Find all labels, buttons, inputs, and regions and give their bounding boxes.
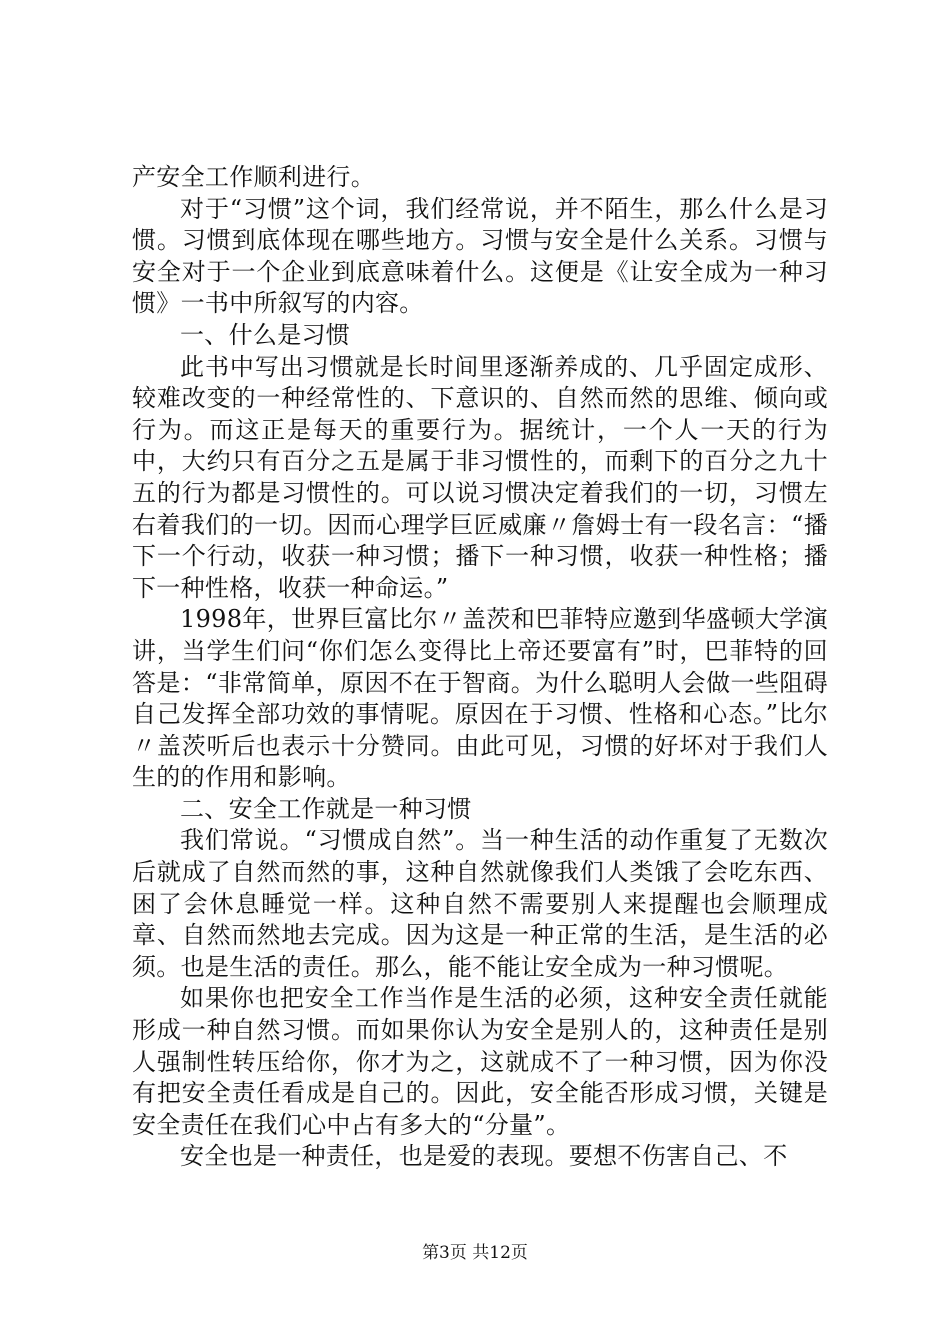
section-heading: 二、安全工作就是一种习惯 xyxy=(180,794,472,823)
paragraph: 如果你也把安全工作当作是生活的必须，这种安全责任就能形成一种自然习惯。而如果你认为安全是别人的，这种责任是别人强制性转压给你，你才为之，这就成不了一种习惯，因为你没有把安全责任看成是自己的。因此，安全能否形成习惯，关键是安全责任在我们心中占有多大的“分量”。 xyxy=(132,984,828,1139)
paragraph: 此书中写出习惯就是长时间里逐渐养成的、几乎固定成形、较难改变的一种经常性的、下意识的、自然而然的思维、倾向或行为。而这正是每天的重要行为。据统计，一个人一天的行为中，大约只有百分之五是属于非习惯性的，而剩下的百分之九十五的行为都是习惯性的。可以说习惯决定着我们的一切，习惯左右着我们的一切。因而心理学巨匠威廉〃詹姆士有一段名言：“播下一个行动，收获一种习惯；播下一种习惯，收获一种性格；播下一种性格，收获一种命运。” xyxy=(132,352,828,602)
document-body xyxy=(132,162,828,1173)
page-number-footer: 第3页 共12页 xyxy=(422,1243,528,1263)
paragraph-continuation: 产安全工作顺利进行。 xyxy=(132,163,375,191)
section-heading: 一、什么是习惯 xyxy=(180,320,351,349)
paragraph: 对于“习惯”这个词，我们经常说，并不陌生，那么什么是习惯。习惯到底体现在哪些地方。习惯与安全是什么关系。习惯与安全对于一个企业到底意味着什么。这便是《让安全成为一种习惯》一书中所叙写的内容。 xyxy=(132,194,828,318)
paragraph: 安全也是一种责任，也是爱的表现。要想不伤害自己、不 xyxy=(180,1142,788,1171)
paragraph: 我们常说。“习惯成自然”。当一种生活的动作重复了无数次后就成了自然而然的事，这种自然就像我们人类饿了会吃东西、困了会休息睡觉一样。这种自然不需要别人来提醒也会顺理成章、自然而然地去完成。因为这是一种正常的生活，是生活的必须。也是生活的责任。那么，能不能让安全成为一种习惯呢。 xyxy=(132,826,828,981)
paragraph: 1998年，世界巨富比尔〃盖茨和巴菲特应邀到华盛顿大学演讲，当学生们问“你们怎么变得比上帝还要富有”时，巴菲特的回答是：“非常简单，原因不在于智商。为什么聪明人会做一些阻碍自己发挥全部功效的事情呢。原因在于习惯、性格和心态。”比尔〃盖茨听后也表示十分赞同。由此可见，习惯的好坏对于我们人生的的作用和影响。 xyxy=(132,605,828,792)
